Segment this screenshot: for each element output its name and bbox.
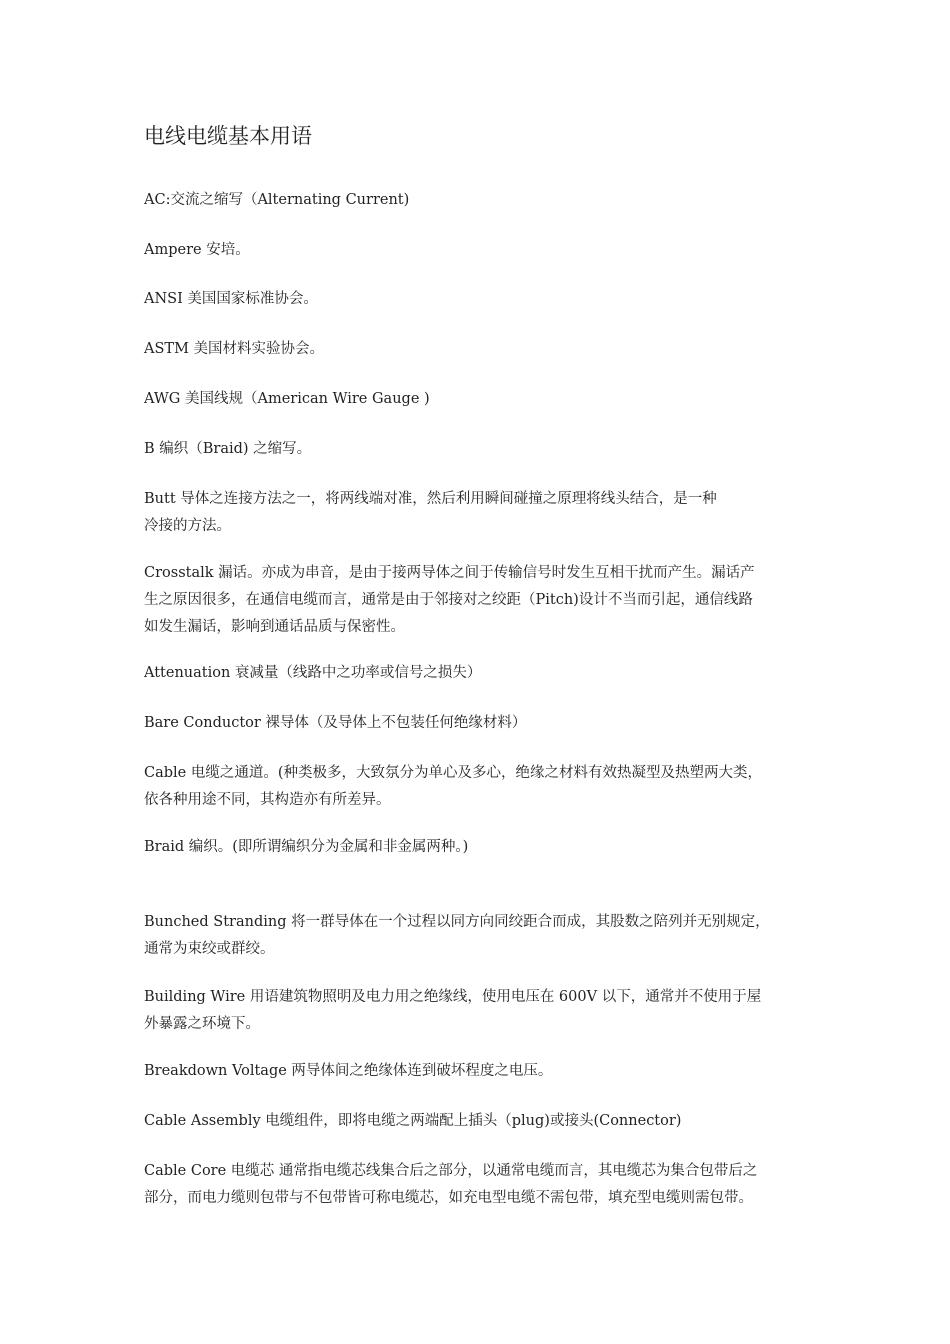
entry-cable-assembly (144, 1108, 812, 1135)
document-title: 电线电缆基本用语 (144, 124, 312, 148)
entry-line: Breakdown Voltage 两导体间之绝缘体连到破坏程度之电压。 (144, 1063, 553, 1079)
entry-attenuation (144, 660, 812, 687)
entry-line: Ampere 安培。 (144, 242, 250, 258)
entry-ansi (144, 286, 812, 313)
entry-line: AWG 美国线规（American Wire Gauge ) (144, 391, 430, 407)
entry-line: Attenuation 衰减量（线路中之功率或信号之损失） (144, 665, 482, 681)
entry-line: B 编织（Braid) 之缩写。 (144, 441, 312, 457)
entry-awg (144, 386, 812, 413)
entry-bare-conductor (144, 710, 812, 737)
entry-line: Cable 电缆之通道。(种类极多，大致氛分为单心及多心，绝缘之材料有效热凝型及热塑两大类， (144, 765, 763, 781)
entry-line: Bare Conductor 裸导体（及导体上不包装任何绝缘材料） (144, 715, 527, 731)
entry-line: 外暴露之环境下。 (144, 1016, 260, 1032)
entry-cable (144, 760, 812, 814)
entry-ampere (144, 237, 812, 264)
entry-line: Bunched Stranding 将一群导体在一个过程以同方向同绞距合而成，其股数之陪列并无别规定， (144, 914, 770, 930)
entry-line: 依各种用途不同，其构造亦有所差异。 (144, 792, 391, 808)
entry-line: Butt 导体之连接方法之一，将两线端对准，然后利用瞬间碰撞之原理将线头结合，是一种 (144, 491, 717, 507)
entry-line: 如发生漏话，影响到通话品质与保密性。 (144, 619, 405, 635)
entry-ac (144, 187, 812, 214)
entry-butt (144, 486, 812, 540)
entry-b (144, 436, 812, 463)
entry-line: Cable Assembly 电缆组件，即将电缆之两端配上插头（plug)或接头(Connector) (144, 1113, 682, 1129)
entry-line: Building Wire 用语建筑物照明及电力用之绝缘线，使用电压在 600V 以下，通常并不使用于屋 (144, 989, 762, 1005)
entry-building-wire (144, 984, 812, 1038)
entry-line: ANSI 美国国家标准协会。 (144, 291, 318, 307)
entry-braid (144, 834, 812, 861)
entry-line: Crosstalk 漏话。亦成为串音，是由于接两导体之间于传输信号时发生互相干扰而产生。漏话产 (144, 565, 755, 581)
entry-line: 冷接的方法。 (144, 518, 231, 534)
entry-breakdown-voltage (144, 1058, 812, 1085)
entry-line: 部分，而电力缆则包带与不包带皆可称电缆芯，如充电型电缆不需包带，填充型电缆则需包带。 (144, 1190, 753, 1206)
entry-line: 通常为束绞或群绞。 (144, 941, 275, 957)
entry-line: AC:交流之缩写（Alternating Current) (144, 192, 410, 208)
entry-line: 生之原因很多，在通信电缆而言，通常是由于邻接对之绞距（Pitch)设计不当而引起，通信线路 (144, 592, 753, 608)
entry-line: Braid 编织。(即所谓编织分为金属和非金属两种。) (144, 839, 469, 855)
entry-line: Cable Core 电缆芯 通常指电缆芯线集合后之部分，以通常电缆而言，其电缆芯为集合包带后之 (144, 1163, 758, 1179)
entry-line: ASTM 美国材料实验协会。 (144, 341, 325, 357)
entry-bunched-stranding (144, 909, 812, 963)
entry-cable-core (144, 1158, 812, 1212)
entry-astm (144, 336, 812, 363)
entry-crosstalk (144, 560, 812, 641)
